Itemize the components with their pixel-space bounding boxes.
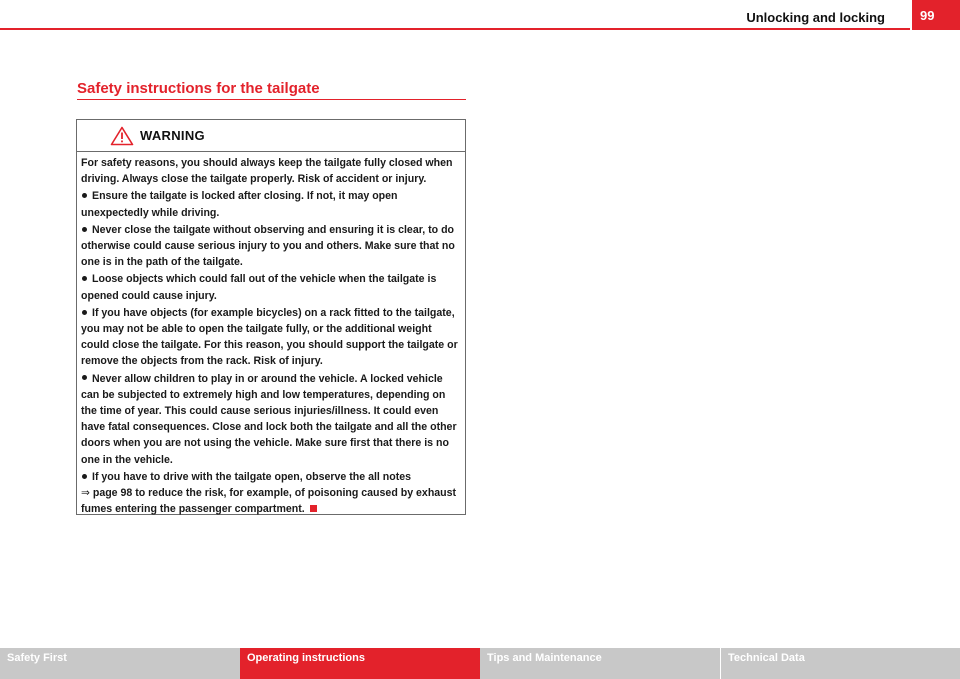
footer-nav — [0, 648, 960, 679]
bullet-icon — [81, 305, 92, 321]
bullet-text: If you have objects (for example bicycles) on a rack fitted to the tailgate, you may not be able to open the tailgate fully, or the additional weight could close the tailgate. For this reason, you should support the tailgate or remove the objects from the rack. Risk of injury. — [81, 306, 458, 368]
bullet-icon — [81, 469, 92, 485]
footer-tab-operating-instructions[interactable]: Operating instructions — [240, 648, 480, 679]
footer-tab-safety-first[interactable]: Safety First — [0, 648, 240, 679]
warning-body — [77, 152, 465, 517]
bullet-text: If you have to drive with the tailgate open, observe the all notes — [92, 470, 412, 483]
bullet-icon — [81, 371, 92, 387]
section-rule — [77, 99, 466, 100]
page-reference-link[interactable]: page 98 to reduce the risk, for example, of poisoning caused by exhaust fumes entering the passenger compartment. — [81, 487, 457, 516]
page-number: 99 — [912, 0, 960, 30]
warning-bullet — [81, 371, 461, 468]
warning-bullet — [81, 271, 461, 303]
bullet-icon — [81, 188, 92, 204]
warning-bullet — [81, 305, 461, 370]
section-title: Safety instructions for the tailgate — [77, 80, 320, 97]
bullet-icon — [81, 271, 92, 287]
footer-tab-technical-data[interactable]: Technical Data — [720, 648, 960, 679]
warning-header — [77, 120, 465, 152]
warning-triangle-icon — [110, 126, 134, 146]
bullet-text: Ensure the tailgate is locked after closing. If not, it may open unexpectedly while driving. — [81, 190, 398, 219]
cross-reference-arrow-icon: ⇒ — [81, 487, 90, 500]
header-rule — [0, 28, 910, 30]
warning-label: WARNING — [140, 128, 205, 143]
bullet-text: Loose objects which could fall out of the vehicle when the tailgate is opened could cause injury. — [81, 273, 437, 302]
bullet-text: Never close the tailgate without observing and ensuring it is clear, to do otherwise could cause serious injury to you and others. Make sure that no one is in the path of the tailgate. — [81, 223, 455, 269]
warning-bullet — [81, 188, 461, 220]
footer-tab-tips-and-maintenance[interactable]: Tips and Maintenance — [480, 648, 720, 679]
warning-bullet — [81, 469, 461, 518]
warning-intro: For safety reasons, you should always keep the tailgate fully closed when driving. Always close the tailgate properly. Risk of accident or injury. — [81, 157, 453, 186]
bullet-icon — [81, 222, 92, 238]
chapter-title: Unlocking and locking — [746, 10, 885, 25]
bullet-text: Never allow children to play in or around the vehicle. A locked vehicle can be subjected to extremely high and low temperatures, depending on the time of year. This could cause serious injuries/illness. It could even have fatal consequences. Close and lock both the tailgate and all the other doors when you are not using the vehicle. Make sure first that there is no one in the vehicle. — [81, 372, 457, 466]
warning-box — [76, 119, 466, 515]
warning-bullet — [81, 222, 461, 271]
end-of-section-icon — [310, 505, 317, 512]
